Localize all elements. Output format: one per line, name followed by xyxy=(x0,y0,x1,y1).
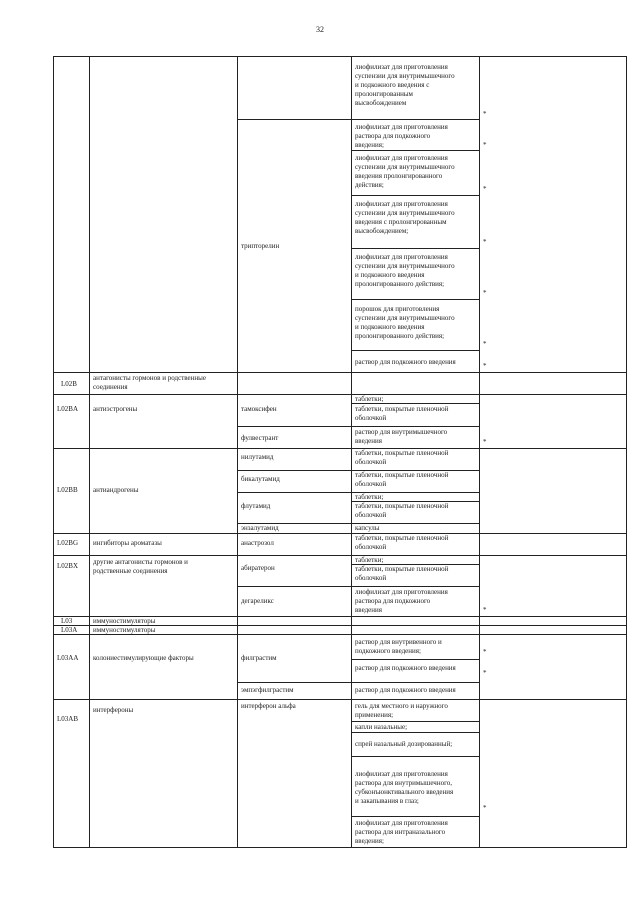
form-lyo-eye-line-1: лиофилизат для приготовления xyxy=(355,770,448,778)
group-l02bb: антиандрогены xyxy=(93,486,139,494)
triptorelin-form-6-line-4: пролонгированного действия; xyxy=(355,332,445,340)
vital-drug-marker: * xyxy=(483,362,487,370)
inn-interferon-alpha: интерферон альфа xyxy=(241,702,296,710)
triptorelin-form-2-line-2: раствора для подкожного xyxy=(355,132,431,140)
form-iv-sc-solution-line-2: подкожного введения; xyxy=(355,647,421,655)
form-film-tablets-line-1: таблетки, покрытые пленочной xyxy=(355,471,449,479)
form-degarelix-lyo-line-1: лиофилизат для приготовления xyxy=(355,588,448,596)
inn-flutamide: флутамид xyxy=(241,502,271,510)
form-lyo-intranasal-line-1: лиофилизат для приготовления xyxy=(355,819,448,827)
triptorelin-form-1-line-2: суспензии для внутримышечного xyxy=(355,72,455,80)
triptorelin-form-4-line-2: суспензии для внутримышечного xyxy=(355,209,455,217)
inn-nilutamide: нилутамид xyxy=(241,453,274,461)
atc-code-l02bx: L02BX xyxy=(57,562,78,570)
triptorelin-form-6-line-2: суспензии для внутримышечного xyxy=(355,314,455,322)
triptorelin-form-1-line-3: и подкожного введения с xyxy=(355,81,430,89)
vital-drug-marker: * xyxy=(483,606,487,614)
inn-anastrozole: анастрозол xyxy=(241,539,274,547)
triptorelin-form-6-line-3: и подкожного введения xyxy=(355,323,425,331)
page-number: 32 xyxy=(316,25,324,34)
vital-drug-marker: * xyxy=(483,648,487,656)
inn-enzalutamide: энзалутамид xyxy=(241,524,279,532)
form-film-tablets-line-1: таблетки, покрытые пленочной xyxy=(355,534,449,542)
vital-drug-marker: * xyxy=(483,110,487,118)
inn-abiraterone: абиратерон xyxy=(241,564,275,572)
triptorelin-form-4-line-4: высвобождением; xyxy=(355,227,409,235)
triptorelin-form-1-line-1: лиофилизат для приготовления xyxy=(355,63,448,71)
group-l03aa: колониестимулирующие факторы xyxy=(93,654,194,662)
triptorelin-form-3-line-4: действия; xyxy=(355,181,384,189)
vital-drug-marker: * xyxy=(483,438,487,446)
triptorelin-form-2-line-3: введения; xyxy=(355,141,384,149)
form-lyo-eye-line-3: субконъюнктивального введения xyxy=(355,788,454,796)
inn-empegfilgrastim: эмпэгфилграстим xyxy=(241,686,294,694)
group-l02b-line-2: соединения xyxy=(93,383,128,391)
form-nasal-spray: спрей назальный дозированный; xyxy=(355,740,453,748)
group-l03: иммуностимуляторы xyxy=(93,617,156,625)
group-l02bx-line-1: другие антагонисты гормонов и xyxy=(93,558,188,566)
vital-drug-marker: * xyxy=(483,289,487,297)
triptorelin-form-1-line-4: пролонгированным xyxy=(355,90,413,98)
vital-drug-marker: * xyxy=(483,238,487,246)
form-capsules: капсулы xyxy=(355,524,380,532)
vital-drug-marker: * xyxy=(483,185,487,193)
form-sc-solution: раствор для подкожного введения xyxy=(355,664,456,672)
triptorelin-form-4-line-3: введения с пролонгированным xyxy=(355,218,447,226)
form-film-tablets-line-1: таблетки, покрытые пленочной xyxy=(355,449,449,457)
inn-tamoxifen: тамоксифен xyxy=(241,405,277,413)
triptorelin-form-1-line-5: высвобождением xyxy=(355,99,407,107)
atc-code-l02ba: L02BA xyxy=(57,405,78,413)
triptorelin-form-2-line-1: лиофилизат для приготовления xyxy=(355,123,448,131)
vital-drug-marker: * xyxy=(483,669,487,677)
form-film-tablets-line-1: таблетки, покрытые пленочной xyxy=(355,565,449,573)
group-l03a: иммуностимуляторы xyxy=(93,626,156,634)
inn-degarelix: дегареликс xyxy=(241,597,274,605)
atc-code-l03a: L03A xyxy=(61,626,78,634)
form-degarelix-lyo-line-2: раствора для подкожного xyxy=(355,597,431,605)
form-iv-sc-solution-line-1: раствор для внутривенного и xyxy=(355,638,442,646)
group-l02bx-line-2: родственные соединения xyxy=(93,567,168,575)
triptorelin-form-3-line-3: введения пролонгированного xyxy=(355,172,443,180)
triptorelin-form-6-line-1: порошок для приготовления xyxy=(355,305,440,313)
triptorelin-form-5-line-2: суспензии для внутримышечного xyxy=(355,262,455,270)
triptorelin-form-3-line-1: лиофилизат для приготовления xyxy=(355,154,448,162)
triptorelin-form-5-line-3: и подкожного введения xyxy=(355,271,425,279)
group-l03ab: интерфероны xyxy=(93,706,134,714)
form-tablets: таблетки; xyxy=(355,556,384,564)
triptorelin-form-4-line-1: лиофилизат для приготовления xyxy=(355,200,448,208)
form-tablets: таблетки; xyxy=(355,395,384,403)
form-lyo-eye-line-4: и закапывания в глаз; xyxy=(355,797,419,805)
vital-drug-marker: * xyxy=(483,340,487,348)
triptorelin-form-5-line-1: лиофилизат для приготовления xyxy=(355,253,448,261)
atc-code-l02bg: L02BG xyxy=(57,539,78,547)
group-l02bg: ингибиторы ароматазы xyxy=(93,539,162,547)
form-film-tablets-line-1: таблетки, покрытые пленочной xyxy=(355,405,449,413)
form-sc-solution: раствор для подкожного введения xyxy=(355,686,456,694)
form-lyo-intranasal-line-2: раствора для интраназального xyxy=(355,828,446,836)
atc-code-l02b: L02B xyxy=(61,380,77,388)
inn-triptorelin: трипторелин xyxy=(241,242,280,250)
group-l02b-line-1: антагонисты гормонов и родственные xyxy=(93,374,206,382)
form-im-solution-line-1: раствор для внутримышечного xyxy=(355,428,448,436)
atc-code-l03: L03 xyxy=(61,617,73,625)
form-im-solution-line-2: введения xyxy=(355,437,382,445)
inn-fulvestrant: фулвестрант xyxy=(241,434,279,442)
form-nasal-drops: капли назальные; xyxy=(355,723,408,731)
triptorelin-form-7: раствор для подкожного введения xyxy=(355,358,456,366)
form-film-tablets-line-2: оболочкой xyxy=(355,414,387,422)
form-degarelix-lyo-line-3: введения xyxy=(355,606,382,614)
form-lyo-intranasal-line-3: введения; xyxy=(355,837,384,845)
drug-list-table xyxy=(53,56,627,848)
atc-code-l02bb: L02BB xyxy=(57,486,78,494)
vital-drug-marker: * xyxy=(483,141,487,149)
form-film-tablets-line-2: оболочкой xyxy=(355,511,387,519)
form-film-tablets-line-2: оболочкой xyxy=(355,543,387,551)
triptorelin-form-3-line-2: суспензии для внутримышечного xyxy=(355,163,455,171)
triptorelin-form-5-line-4: пролонгированного действия; xyxy=(355,280,445,288)
form-film-tablets-line-2: оболочкой xyxy=(355,574,387,582)
form-film-tablets-line-2: оболочкой xyxy=(355,480,387,488)
atc-code-l03ab: L03AB xyxy=(57,715,78,723)
vital-drug-marker: * xyxy=(483,804,487,812)
inn-bicalutamide: бикалутамид xyxy=(241,475,280,483)
form-tablets: таблетки; xyxy=(355,493,384,501)
form-film-tablets-line-2: оболочкой xyxy=(355,458,387,466)
form-gel-line-2: применения; xyxy=(355,711,394,719)
inn-filgrastim: филграстим xyxy=(241,654,277,662)
form-film-tablets-line-1: таблетки, покрытые пленочной xyxy=(355,502,449,510)
atc-code-l03aa: L03AA xyxy=(57,654,79,662)
form-lyo-eye-line-2: раствора для внутримышечного, xyxy=(355,779,453,787)
form-gel-line-1: гель для местного и наружного xyxy=(355,702,448,710)
group-l02ba: антиэстрогены xyxy=(93,405,138,413)
